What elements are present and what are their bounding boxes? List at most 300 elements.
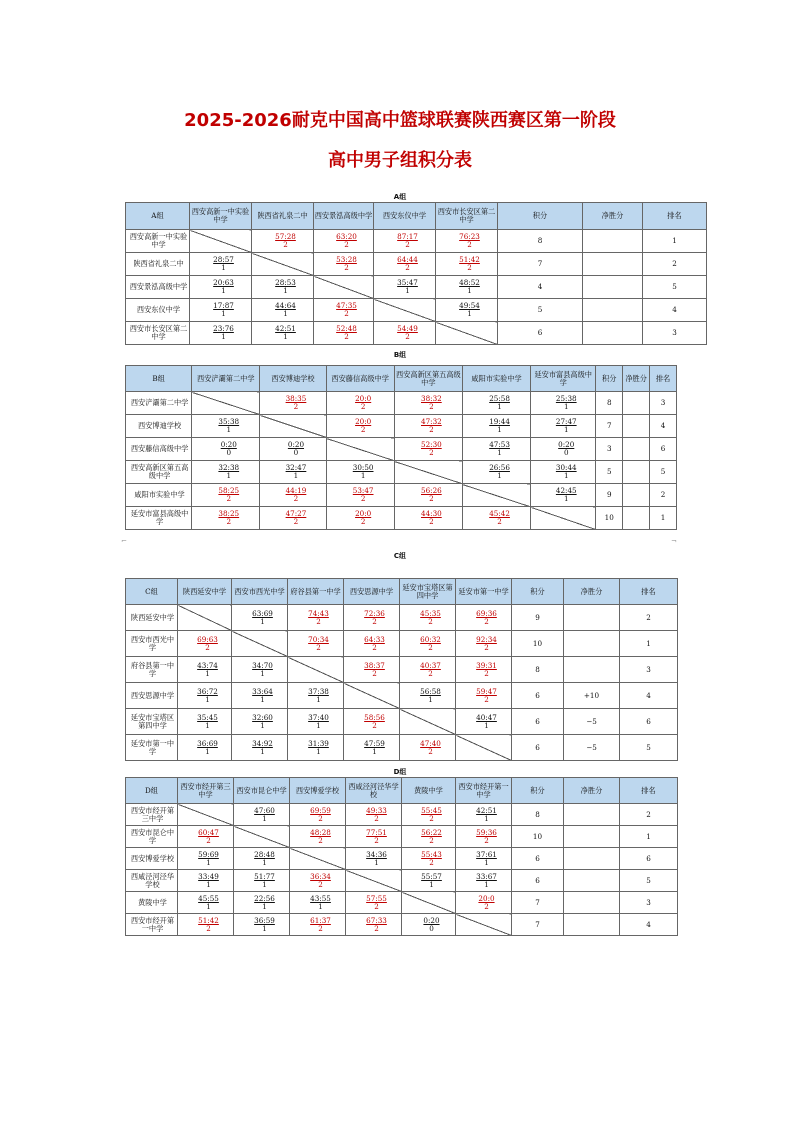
match-cell [178,848,234,870]
match-cell [290,914,346,936]
match-score: 47:53 [489,440,510,450]
match-points: 2 [206,835,211,845]
match-cell [462,461,530,484]
self-match-cell [314,276,374,299]
match-score: 55:57 [421,871,442,881]
group-a-label: A组 [393,193,407,201]
match-score: 58:56 [364,712,385,722]
match-points: 2 [429,813,434,823]
table-row [126,253,707,276]
header-row [126,778,678,804]
match-cell [234,914,290,936]
team-column-header: 西安景泓高级中学 [314,203,374,230]
match-score: 55:43 [421,849,442,859]
net-value [564,892,620,914]
team-column-header: 咸阳市实验中学 [462,366,530,392]
match-score: 45:55 [198,893,219,903]
match-points: 1 [484,813,489,823]
match-cell [344,735,400,761]
points-value: 10 [596,507,623,530]
page-subtitle: 高中男子组积分表 [328,150,472,171]
net-value: −5 [564,709,620,735]
match-points: 1 [260,616,265,626]
points-header: 积分 [512,579,564,605]
team-column-header: 西安高新区第五高级中学 [394,366,462,392]
match-cell [190,299,252,322]
match-points: 2 [360,494,366,503]
match-score: 77:51 [366,827,387,837]
match-cell [402,804,456,826]
match-score: 43:55 [310,893,331,903]
match-points: 2 [293,494,299,503]
match-score: 69:63 [197,634,218,644]
match-cell [462,438,530,461]
points-value: 6 [512,870,564,892]
match-points: 2 [372,720,377,730]
table-row [126,438,677,461]
match-cell [290,804,346,826]
match-points: 2 [484,616,489,626]
match-cell [344,709,400,735]
group-name-header: B组 [126,366,192,392]
match-score: 47:27 [285,509,307,519]
match-score: 25:58 [489,394,510,404]
table-row [126,415,677,438]
match-cell [192,415,260,438]
match-points: 1 [318,901,323,911]
match-score: 42:51 [275,324,296,334]
match-score: 47:40 [420,738,441,748]
match-score: 56:26 [421,486,442,496]
match-score: 48:52 [459,278,480,288]
table-row [126,848,678,870]
match-score: 28:57 [213,255,234,265]
match-points: 1 [563,402,569,411]
match-cell [394,484,462,507]
match-cell [456,709,512,735]
match-points: 1 [316,746,321,756]
match-cell [400,631,456,657]
match-score: 51:77 [254,871,275,881]
rank-value: 6 [620,848,678,870]
match-score: 47:60 [254,805,275,815]
match-score: 44:19 [285,486,307,496]
match-points: 2 [497,517,502,526]
match-score: 49:54 [459,301,480,311]
match-score: 17:87 [213,301,234,311]
header-row [126,366,677,392]
match-score: 53:28 [336,255,357,265]
match-points: 1 [262,879,267,889]
match-points: 1 [260,668,265,678]
match-score: 92:34 [476,634,497,644]
net-value [564,657,620,683]
match-points: 2 [428,616,433,626]
match-score: 87:17 [397,232,418,242]
table-row [126,392,677,415]
match-cell [462,415,530,438]
match-score: 47:59 [364,738,385,748]
rank-header: 排名 [650,366,677,392]
match-cell [232,657,288,683]
rank-value: 1 [620,631,678,657]
match-score: 59:36 [476,827,497,837]
self-match-cell [344,683,400,709]
match-score: 37:61 [476,849,497,859]
self-match-cell [178,804,234,826]
match-cell [314,253,374,276]
match-score: 36:34 [310,871,331,881]
match-score: 64:44 [397,255,418,265]
match-cell [260,438,326,461]
rank-value: 4 [620,914,678,936]
row-team-name: 西安高新一中实验中学 [126,230,190,253]
match-score: 59:69 [198,849,219,859]
points-header: 积分 [512,778,564,804]
match-points: 0 [293,448,299,457]
row-team-name: 延安市富县高级中学 [126,507,192,530]
points-value: 8 [498,230,583,253]
table-row [126,605,678,631]
match-points: 2 [374,901,379,911]
match-score: 61:37 [310,915,331,925]
match-points: 1 [405,286,410,295]
points-value: 4 [498,276,583,299]
table-row [126,683,678,709]
match-cell [326,507,394,530]
rank-value: 5 [620,870,678,892]
row-team-name: 咸阳市实验中学 [126,484,192,507]
row-team-name: 府谷县第一中学 [126,657,178,683]
team-column-header: 西安浐灞第二中学 [192,366,260,392]
match-score: 69:59 [310,805,331,815]
header-row [126,579,678,605]
match-cell [288,683,344,709]
match-points: 0 [429,923,434,933]
match-score: 60:32 [420,634,441,644]
match-points: 1 [563,425,569,434]
rank-value: 5 [650,461,677,484]
match-points: 2 [344,332,349,341]
table-row [126,709,678,735]
match-cell [402,826,456,848]
match-points: 2 [467,263,472,272]
match-cell [192,461,260,484]
match-points: 1 [429,879,434,889]
match-cell [178,657,232,683]
row-team-name: 陕西省礼泉二中 [126,253,190,276]
page-title: 2025-2026耐克中国高中篮球联赛陕西赛区第一阶段 [184,110,616,131]
row-team-name: 西安市西光中学 [126,631,178,657]
match-score: 60:47 [198,827,219,837]
match-points: 1 [221,263,226,272]
match-score: 31:39 [308,738,329,748]
points-value: 7 [512,892,564,914]
match-cell [252,276,314,299]
rank-value: 2 [643,253,707,276]
match-cell [531,438,596,461]
self-match-cell [178,605,232,631]
match-cell [288,605,344,631]
rank-header: 排名 [620,579,678,605]
match-cell [531,484,596,507]
match-points: 2 [293,402,299,411]
match-points: 2 [360,402,366,411]
match-points: 1 [205,668,210,678]
table-row [126,914,678,936]
table-row [126,657,678,683]
points-value: 6 [512,683,564,709]
match-cell [531,461,596,484]
match-cell [326,415,394,438]
match-cell [190,253,252,276]
net-value [583,253,643,276]
row-team-name: 延安市宝塔区第四中学 [126,709,178,735]
match-score: 30:44 [555,463,577,473]
self-match-cell [394,461,462,484]
net-header: 净胜分 [623,366,650,392]
match-score: 58:25 [218,486,240,496]
table-row [126,276,707,299]
match-points: 1 [360,471,366,480]
points-value: 6 [512,709,564,735]
match-cell [288,709,344,735]
match-score: 54:49 [397,324,418,334]
points-value: 9 [596,484,623,507]
points-header: 积分 [498,203,583,230]
match-points: 1 [221,286,226,295]
match-cell [326,392,394,415]
row-team-name: 西安博迪学校 [126,415,192,438]
self-match-cell [190,230,252,253]
self-match-cell [402,892,456,914]
match-points: 1 [260,746,265,756]
points-value: 10 [512,826,564,848]
match-cell [456,631,512,657]
team-column-header: 西安市西光中学 [232,579,288,605]
net-value [564,631,620,657]
match-cell [234,892,290,914]
team-column-header: 西安博爱学校 [290,778,346,804]
rank-value: 3 [650,392,677,415]
match-points: 2 [484,901,489,911]
match-points: 1 [484,879,489,889]
team-column-header: 西安市昆仑中学 [234,778,290,804]
match-cell [402,870,456,892]
match-score: 36:72 [197,686,218,696]
match-points: 1 [374,857,379,867]
self-match-cell [252,253,314,276]
row-team-name: 西安思源中学 [126,683,178,709]
net-value [623,392,650,415]
match-score: 52:30 [421,440,442,450]
team-column-header: 西安东仪中学 [374,203,436,230]
self-match-cell [326,438,394,461]
table-row [126,735,678,761]
match-score: 63:69 [252,608,273,618]
self-match-cell [436,322,498,345]
match-cell [531,392,596,415]
row-team-name: 西安高新区第五高级中学 [126,461,192,484]
group-d-label: D组 [393,768,407,776]
match-cell [346,848,402,870]
match-points: 2 [429,402,434,411]
match-cell [344,631,400,657]
net-value [564,914,620,936]
match-cell [344,657,400,683]
group-c-table [125,578,678,761]
points-value: 8 [512,804,564,826]
match-points: 2 [344,309,349,318]
match-cell [234,870,290,892]
match-cell [346,826,402,848]
points-value: 3 [596,438,623,461]
points-value: 7 [512,914,564,936]
team-column-header: 西安思源中学 [344,579,400,605]
match-score: 23:76 [213,324,234,334]
row-team-name: 西安博爱学校 [126,848,178,870]
rank-value: 2 [650,484,677,507]
match-points: 0 [226,448,232,457]
match-score: 35:45 [197,712,218,722]
match-score: 37:38 [308,686,329,696]
match-points: 2 [372,616,377,626]
team-column-header: 西安藤信高级中学 [326,366,394,392]
match-cell [290,826,346,848]
match-cell [260,461,326,484]
rank-header: 排名 [643,203,707,230]
match-score: 76:23 [459,232,480,242]
match-cell [400,657,456,683]
self-match-cell [234,826,290,848]
match-points: 1 [205,694,210,704]
points-value: 6 [512,848,564,870]
match-cell [288,631,344,657]
net-header: 净胜分 [583,203,643,230]
match-cell [402,914,456,936]
match-points: 1 [497,402,502,411]
match-score: 20:63 [213,278,234,288]
match-cell [531,415,596,438]
match-points: 2 [318,835,323,845]
rank-header: 排名 [620,778,678,804]
self-match-cell [288,657,344,683]
group-name-header: D组 [126,778,178,804]
match-points: 1 [316,694,321,704]
match-points: 2 [484,668,489,678]
match-points: 2 [405,240,410,249]
match-cell [178,631,232,657]
match-cell [178,826,234,848]
group-b-label: B组 [393,351,407,359]
match-points: 2 [374,813,379,823]
row-team-name: 西咸泾河泾华学校 [126,870,178,892]
points-value: 10 [512,631,564,657]
match-points: 2 [344,240,349,249]
match-cell [374,276,436,299]
net-header: 净胜分 [564,778,620,804]
net-value [623,438,650,461]
match-score: 0:20 [423,915,440,925]
match-points: 2 [429,857,434,867]
match-score: 69:36 [476,608,497,618]
match-points: 2 [318,813,323,823]
self-match-cell [531,507,596,530]
table-row [126,322,707,345]
row-team-name: 西安市经开第三中学 [126,804,178,826]
points-value: 5 [498,299,583,322]
match-cell [374,230,436,253]
match-cell [232,735,288,761]
corner-mark-right: ¬ [671,537,677,545]
match-points: 1 [221,332,226,341]
match-score: 70:34 [308,634,329,644]
match-score: 47:35 [336,301,357,311]
net-value [623,415,650,438]
match-cell [346,892,402,914]
match-score: 27:47 [555,417,577,427]
match-score: 0:20 [287,440,305,450]
match-points: 1 [293,471,299,480]
team-column-header: 西安市经开第三中学 [178,778,234,804]
match-cell [374,253,436,276]
match-score: 32:47 [285,463,307,473]
points-value: 5 [596,461,623,484]
match-points: 2 [428,746,433,756]
match-cell [400,735,456,761]
match-score: 36:69 [197,738,218,748]
match-points: 1 [262,923,267,933]
match-points: 2 [293,517,299,526]
match-cell [402,848,456,870]
match-score: 51:42 [198,915,219,925]
match-cell [192,438,260,461]
net-value [583,322,643,345]
table-row [126,631,678,657]
net-value [564,804,620,826]
match-score: 48:28 [310,827,331,837]
match-score: 20:0 [355,417,372,427]
match-points: 2 [226,494,232,503]
match-cell [252,230,314,253]
match-points: 2 [429,517,434,526]
group-c-label: C组 [393,552,407,560]
match-points: 1 [428,694,433,704]
match-score: 0:20 [558,440,575,450]
row-team-name: 延安市第一中学 [126,735,178,761]
corner-mark-left: ⌐ [121,537,127,545]
match-cell [394,438,462,461]
match-points: 1 [262,857,267,867]
match-cell [260,484,326,507]
match-score: 30:50 [352,463,374,473]
match-points: 1 [484,857,489,867]
self-match-cell [462,484,530,507]
net-value: +10 [564,683,620,709]
match-score: 28:48 [254,849,275,859]
match-cell [178,709,232,735]
match-cell [178,892,234,914]
match-points: 1 [497,448,502,457]
match-cell [394,507,462,530]
table-row [126,484,677,507]
match-score: 19:44 [489,417,510,427]
match-score: 52:48 [336,324,357,334]
rank-value: 1 [620,826,678,848]
match-score: 33:67 [476,871,497,881]
match-cell [456,804,512,826]
row-team-name: 黄陵中学 [126,892,178,914]
